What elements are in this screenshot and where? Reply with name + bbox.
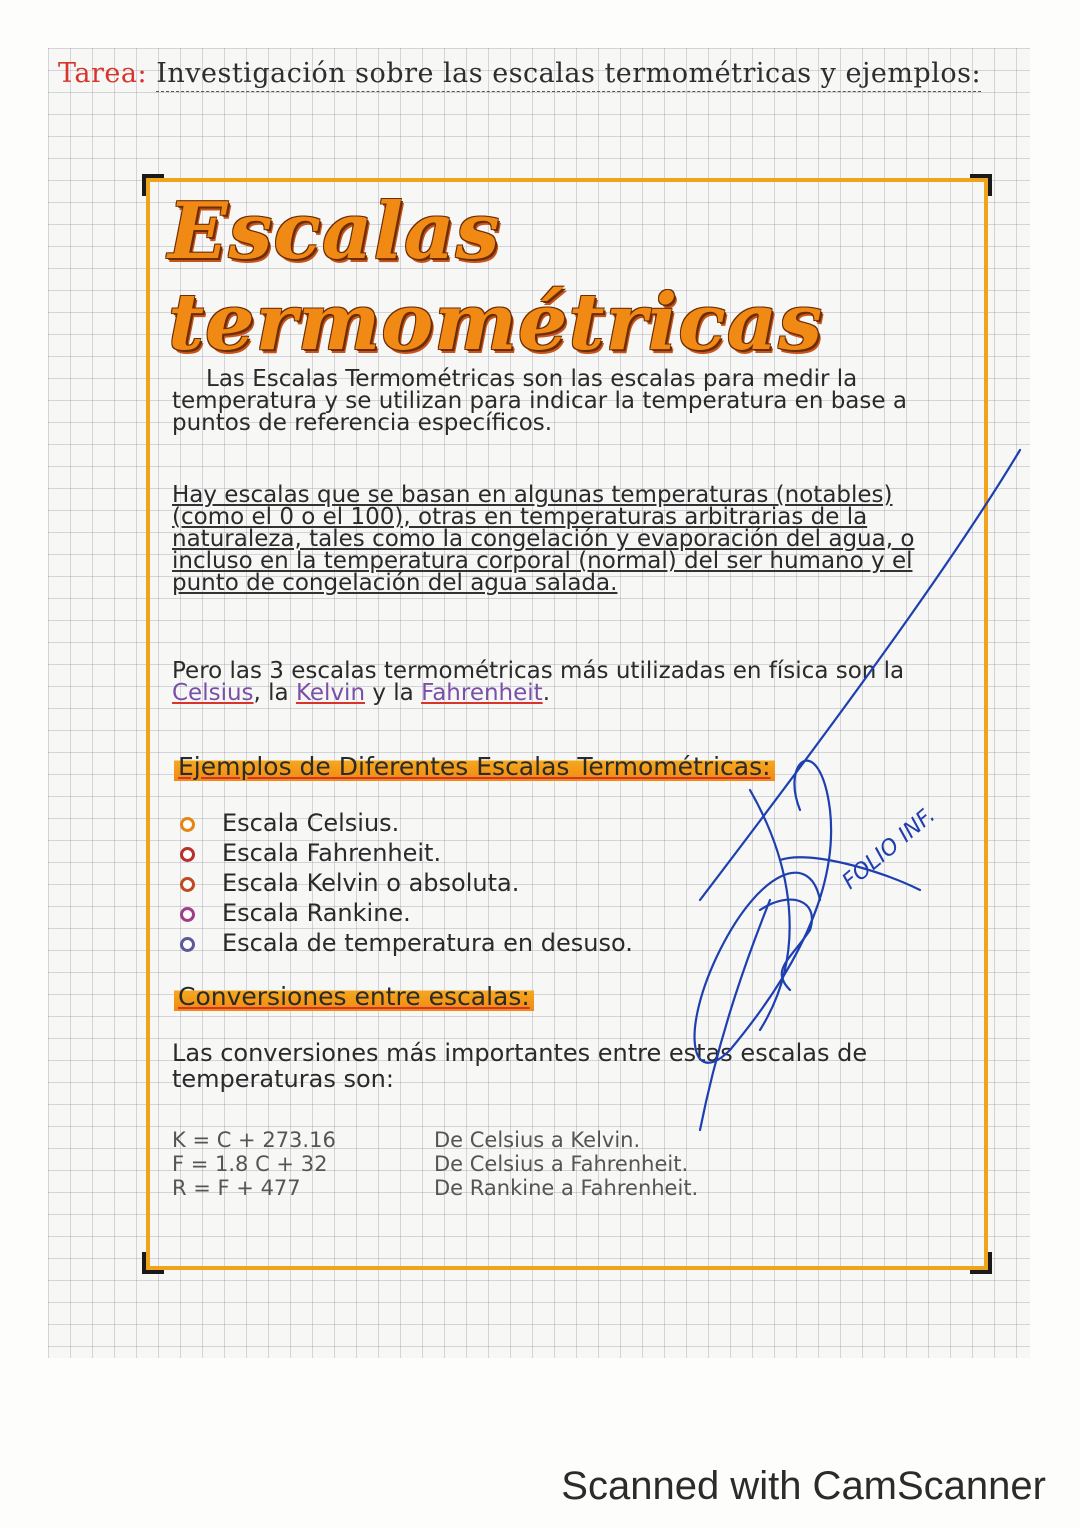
list-item <box>178 808 633 838</box>
bullet-icon <box>180 877 195 892</box>
scale-kelvin: Kelvin <box>295 680 366 706</box>
signature-icon <box>660 430 1040 1190</box>
bullet-icon <box>180 847 195 862</box>
examples-heading: Ejemplos de Diferentes Escalas Termométricas: <box>174 752 775 781</box>
main-scales-sep1: , la <box>253 680 289 706</box>
conversions-table <box>172 1128 698 1200</box>
formula: R = F + 477 <box>172 1176 301 1200</box>
bullet-icon <box>180 907 195 922</box>
task-label: Tarea: <box>58 58 148 89</box>
task-header <box>58 58 981 89</box>
stamp-text: FOLIO INF. <box>837 802 941 895</box>
list-item <box>178 898 633 928</box>
list-item <box>178 868 633 898</box>
conversions-heading: Conversiones entre escalas: <box>174 982 534 1011</box>
table-row <box>172 1152 698 1176</box>
list-item <box>178 928 633 958</box>
scale-fahrenheit: Fahrenheit <box>421 680 543 706</box>
scanner-watermark: Scanned with CamScanner <box>561 1464 1046 1508</box>
list-item-text: Escala Kelvin o absoluta. <box>222 869 520 897</box>
main-scales-lead: Pero las 3 escalas termométricas más utilizadas en física son la <box>172 658 905 684</box>
list-item-text: Escala Rankine. <box>222 899 411 927</box>
paragraph-notable-temperatures: Hay escalas que se basan en algunas temperaturas (notables) (como el 0 o el 100), otras en temperaturas arbitrarias de la naturaleza, tales como la congelación y evaporación del agua, o incluso en la temperatura corporal (normal) del ser humano y el punto de congelación del agua salada. <box>172 482 915 596</box>
formula-desc: De Rankine a Fahrenheit. <box>434 1176 699 1200</box>
intro-paragraph: Las Escalas Termométricas son las escalas para medir la temperatura y se utilizan para indicar la temperatura en base a puntos de referencia específicos. <box>172 366 907 436</box>
list-item-text: Escala Fahrenheit. <box>222 839 442 867</box>
examples-list <box>178 808 633 958</box>
task-text: Investigación sobre las escalas termométricas y ejemplos: <box>156 58 981 92</box>
frame-corner <box>142 1252 164 1274</box>
conversions-intro: Las conversiones más importantes entre estas escalas de temperaturas son: <box>172 1039 868 1093</box>
formula: K = C + 273.16 <box>172 1128 336 1152</box>
main-scales-sep2: y la <box>372 680 414 706</box>
list-item-text: Escala Celsius. <box>222 809 400 837</box>
formula-desc: De Celsius a Kelvin. <box>434 1128 641 1152</box>
frame-corner <box>970 174 992 196</box>
formula: F = 1.8 C + 32 <box>172 1152 328 1176</box>
bullet-icon <box>180 817 195 832</box>
list-item <box>178 838 633 868</box>
list-item-text: Escala de temperatura en desuso. <box>222 929 633 957</box>
main-scales-end: . <box>542 680 550 706</box>
scale-celsius: Celsius <box>172 680 254 706</box>
table-row <box>172 1128 698 1152</box>
frame-corner <box>142 174 164 196</box>
formula-desc: De Celsius a Fahrenheit. <box>434 1152 689 1176</box>
page-title: Escalas termométricas <box>168 186 824 368</box>
bullet-icon <box>180 937 195 952</box>
frame-corner <box>970 1252 992 1274</box>
table-row <box>172 1176 698 1200</box>
